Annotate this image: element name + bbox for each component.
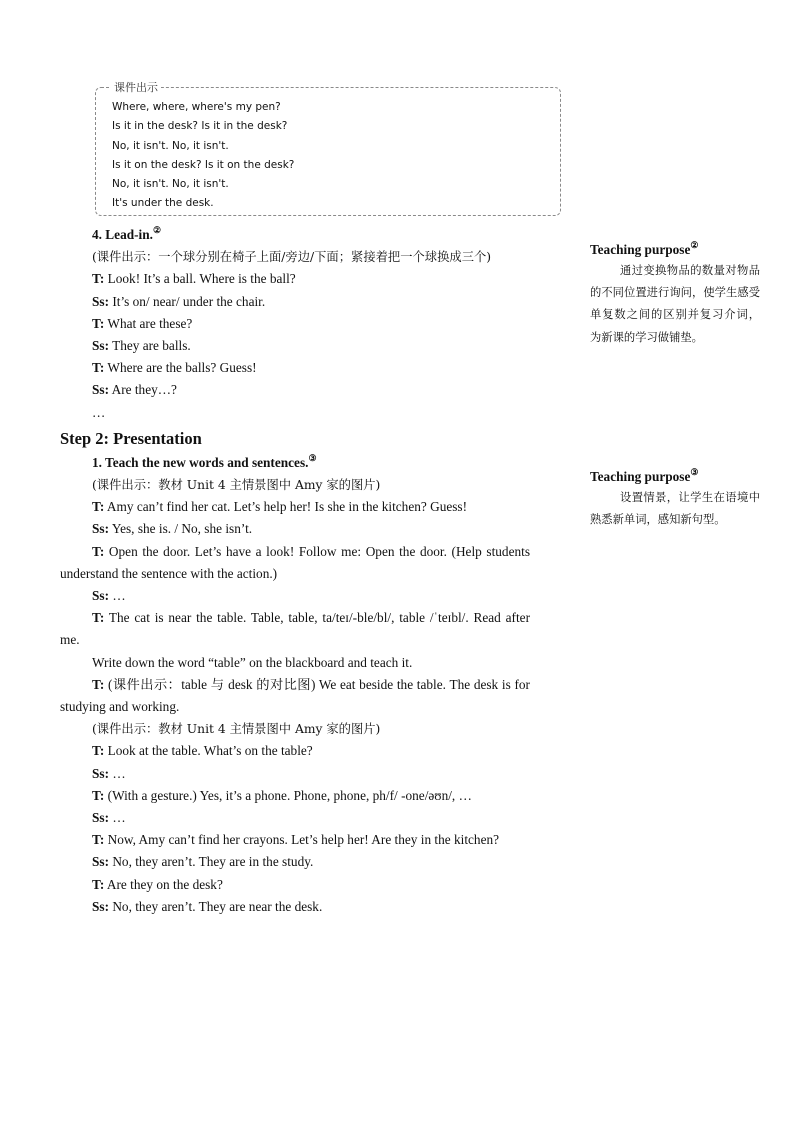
dialogue-line: T: Look at the table. What’s on the table? (92, 743, 313, 759)
main-column (60, 224, 530, 918)
dialogue-line: Ss: … (92, 588, 126, 604)
dialogue-line: Ss: Are they…? (92, 382, 177, 398)
dialogue-line: T: Now, Amy can’t find her crayons. Let’s help her! Are they in the kitchen? (92, 832, 500, 848)
dialogue-line: Ss: No, they aren’t. They are near the desk. (92, 898, 323, 914)
dialogue-line: T: Look! It’s a ball. Where is the ball? (92, 271, 296, 287)
ellipsis-line: … (92, 404, 106, 420)
footnote-mark: ② (690, 240, 699, 250)
step2-subheading: 1. Teach the new words and sentences.③ (92, 452, 317, 470)
leadin-instruction: (课件出示：一个球分别在椅子上面/旁边/下面；紧接着把一个球换成三个) (92, 250, 492, 265)
lyric-line: No, it isn't. No, it isn't. (112, 139, 229, 152)
lyric-line: Where, where, where's my pen? (112, 101, 281, 113)
lyric-line: It's under the desk. (112, 197, 214, 210)
dialogue-line: T: (课件出示：table 与 desk 的对比图) We eat beside the table. The desk is for studying and working. (60, 676, 530, 715)
footnote-mark: ② (152, 225, 162, 235)
dialogue-line: Ss: They are balls. (92, 338, 191, 354)
dialogue-line: T: The cat is near the table. Table, table, ta/teɪ/-ble/bl/, table /ˈteɪbl/. Read after me. (60, 610, 530, 648)
lyric-line: No, it isn't. No, it isn't. (112, 178, 229, 191)
teaching-purpose-title: Teaching purpose② (590, 240, 699, 257)
dialogue-line: T: What are these? (92, 315, 193, 331)
courseware-lyrics (112, 98, 552, 214)
dialogue-line: T: Amy can’t find her cat. Let’s help her! Is she in the kitchen? Guess! (92, 499, 468, 515)
step2-title: Step 2: Presentation (60, 428, 202, 448)
dialogue-line: T: Where are the balls? Guess! (92, 360, 257, 376)
teacher-action-line: Write down the word “table” on the blackboard and teach it. (92, 654, 413, 670)
footnote-mark: ③ (308, 452, 317, 463)
dialogue-line: T: Open the door. Let’s have a look! Follow me: Open the door. (Help students understand the sentence with the action.) (60, 543, 530, 581)
dialogue-line: Ss: It’s on/ near/ under the chair. (92, 293, 266, 309)
dialogue-line: Ss: … (92, 765, 126, 781)
dialogue-line: T: (With a gesture.) Yes, it’s a phone. Phone, phone, ph/f/ -one/əʊn/, … (92, 787, 472, 803)
teaching-purpose-note-2 (590, 469, 760, 531)
lyric-line: Is it on the desk? Is it on the desk? (112, 158, 295, 171)
teaching-purpose-text: 设置情景，让学生在语境中熟悉新单词，感知新句型。 (590, 491, 760, 527)
leadin-heading: 4. Lead-in.② (92, 225, 162, 242)
footnote-mark: ③ (690, 467, 699, 477)
dialogue-line: Ss: … (92, 810, 126, 826)
dialogue-line: Ss: No, they aren’t. They are in the study. (92, 854, 314, 870)
teaching-purpose-note-1 (590, 242, 760, 349)
lyric-line: Is it in the desk? Is it in the desk? (112, 120, 288, 133)
teaching-purpose-text: 通过变换物品的数量对物品的不同位置进行询问，使学生感受单复数之间的区别并复习介词， 为新课的学习做铺垫。 (590, 264, 760, 344)
teaching-purpose-title: Teaching purpose③ (590, 467, 699, 484)
courseware-instruction: (课件出示：教材 Unit 4 主情景图中 Amy 家的图片) (92, 722, 381, 737)
dialogue-line: Ss: Yes, she is. / No, she isn’t. (92, 521, 253, 537)
courseware-box-label: 课件出示 (111, 79, 161, 95)
courseware-instruction: (课件出示：教材 Unit 4 主情景图中 Amy 家的图片) (92, 478, 381, 493)
dialogue-line: T: Are they on the desk? (92, 876, 223, 892)
